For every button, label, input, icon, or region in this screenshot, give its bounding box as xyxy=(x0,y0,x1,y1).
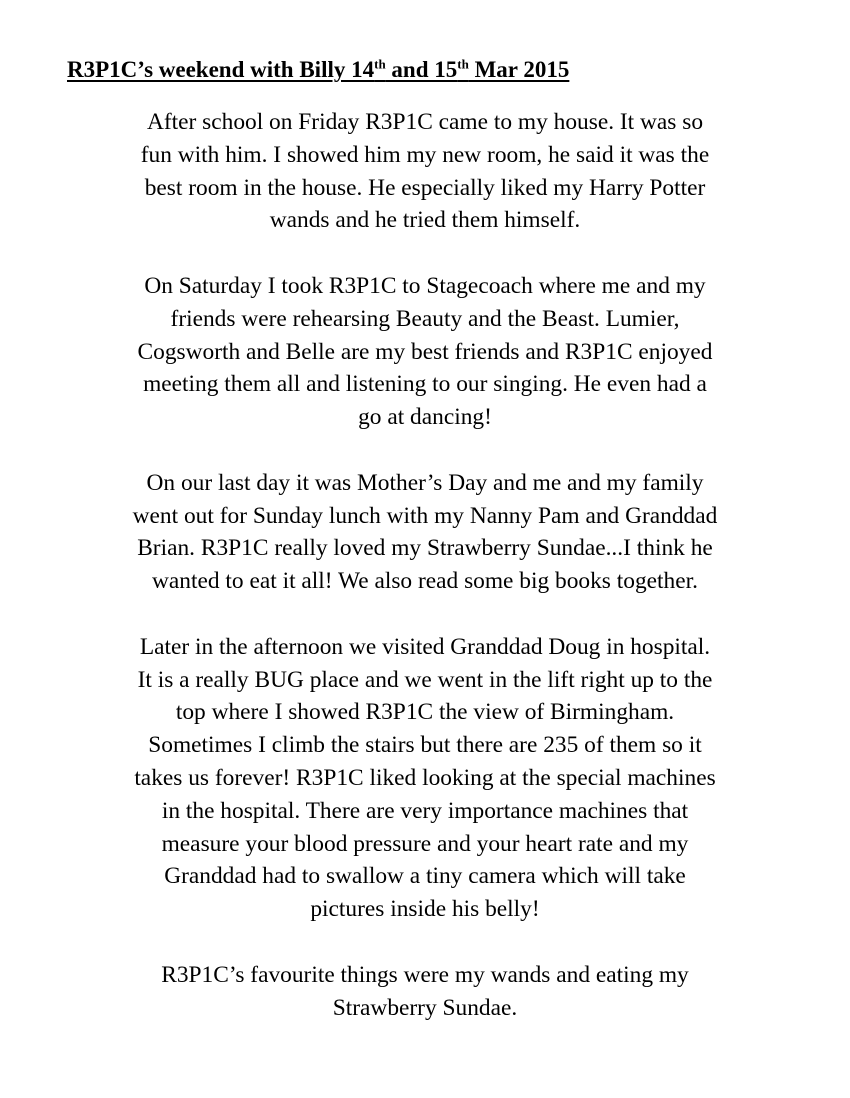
document-title xyxy=(67,55,569,85)
paragraph-line: friends were rehearsing Beauty and the Beast. Lumier, xyxy=(170,305,680,332)
paragraph-line: Strawberry Sundae. xyxy=(332,994,518,1021)
document-body xyxy=(40,106,810,1024)
title-text-middle: and 15 xyxy=(385,57,458,82)
title-text-prefix: R3P1C’s weekend with Billy 14 xyxy=(67,57,375,82)
paragraph-line: On Saturday I took R3P1C to Stagecoach where me and my xyxy=(144,272,706,299)
paragraph-line: wanted to eat it all! We also read some big books together. xyxy=(152,568,698,595)
paragraph-line: takes us forever! R3P1C liked looking at the special machines xyxy=(134,764,716,791)
title-text-suffix: Mar 2015 xyxy=(468,57,570,82)
paragraph-line: On our last day it was Mother’s Day and me and my family xyxy=(146,469,704,496)
paragraph-line: Sometimes I climb the stairs but there are 235 of them so it xyxy=(148,732,702,759)
paragraph-line: best room in the house. He especially liked my Harry Potter xyxy=(144,174,706,201)
paragraph-line: Later in the afternoon we visited Granddad Doug in hospital. xyxy=(139,633,711,660)
title-ordinal-suffix-1: th xyxy=(374,56,386,72)
paragraph-line: R3P1C’s favourite things were my wands and eating my xyxy=(161,961,689,988)
paragraph-4 xyxy=(40,631,810,926)
paragraph-line: top where I showed R3P1C the view of Birmingham. xyxy=(175,699,675,726)
paragraph-line: fun with him. I showed him my new room, he said it was the xyxy=(140,141,710,168)
paragraph-line: pictures inside his belly! xyxy=(310,896,540,923)
paragraph-line: measure your blood pressure and your heart rate and my xyxy=(161,830,689,857)
paragraph-line: Cogsworth and Belle are my best friends and R3P1C enjoyed xyxy=(137,338,713,365)
paragraph-line: After school on Friday R3P1C came to my house. It was so xyxy=(146,109,704,135)
paragraph-line: wands and he tried them himself. xyxy=(269,207,581,234)
paragraph-3 xyxy=(40,467,810,598)
paragraph-line: Granddad had to swallow a tiny camera which will take xyxy=(164,863,686,890)
paragraph-line: went out for Sunday lunch with my Nanny Pam and Granddad xyxy=(132,502,718,529)
paragraph-line: Brian. R3P1C really loved my Strawberry Sundae...I think he xyxy=(137,535,713,562)
paragraph-line: go at dancing! xyxy=(358,404,492,431)
paragraph-line: in the hospital. There are very importance machines that xyxy=(161,797,689,824)
paragraph-5 xyxy=(40,959,810,1025)
title-ordinal-suffix-2: th xyxy=(457,56,469,72)
paragraph-1 xyxy=(40,106,810,237)
paragraph-2 xyxy=(40,270,810,434)
paragraph-line: meeting them all and listening to our singing. He even had a xyxy=(143,371,707,398)
paragraph-line: It is a really BUG place and we went in the lift right up to the xyxy=(137,666,713,693)
